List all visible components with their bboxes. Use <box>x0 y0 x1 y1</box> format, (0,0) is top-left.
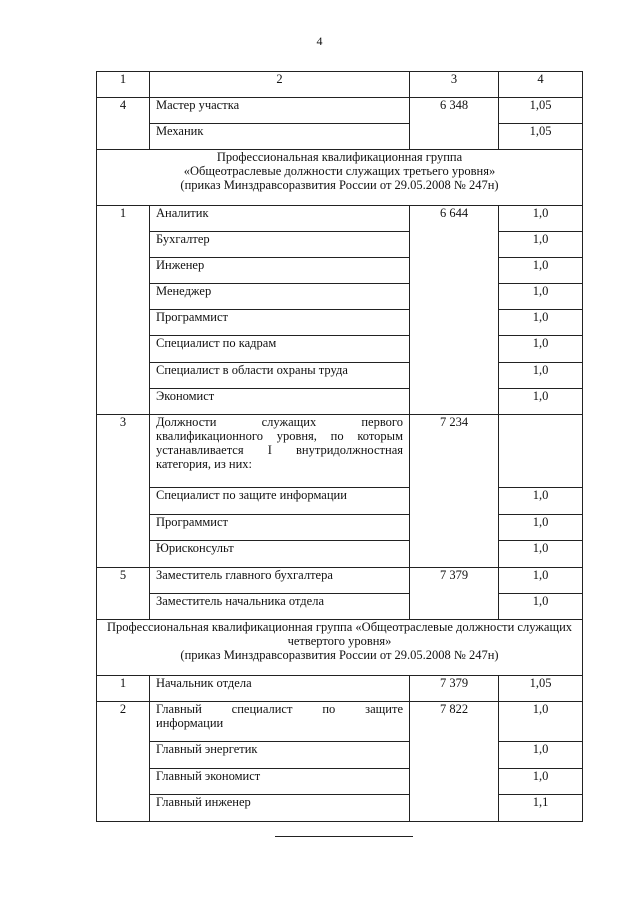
row-number: 2 <box>97 702 150 822</box>
coefficient-value: 1,0 <box>499 206 583 232</box>
row-number: 3 <box>97 415 150 568</box>
position-name: Специалист по защите информации <box>150 488 410 515</box>
table-row <box>97 98 583 124</box>
table-row <box>97 769 583 795</box>
salary-table <box>96 71 583 822</box>
row-number: 5 <box>97 568 150 620</box>
position-name: Юрисконсульт <box>150 541 410 568</box>
coefficient-value: 1,0 <box>499 336 583 363</box>
coefficient-value: 1,0 <box>499 742 583 769</box>
group-order-reference: (приказ Минздравсоразвития России от 29.05.2008 № 247н) <box>180 178 499 192</box>
row-number: 1 <box>97 676 150 702</box>
category-description-end: категория, из них: <box>156 457 252 471</box>
position-name: Начальник отдела <box>150 676 410 702</box>
position-name: Специалист по кадрам <box>150 336 410 363</box>
table-row <box>97 232 583 258</box>
table-row <box>97 795 583 822</box>
table-row <box>97 336 583 363</box>
coefficient-value: 1,0 <box>499 363 583 389</box>
position-name: Главный экономист <box>150 769 410 795</box>
position-name-part: информации <box>156 716 224 730</box>
coefficient-empty <box>499 415 583 488</box>
position-name: Менеджер <box>150 284 410 310</box>
table-row <box>97 363 583 389</box>
table-row <box>97 310 583 336</box>
position-name: Программист <box>150 515 410 541</box>
coefficient-value: 1,0 <box>499 594 583 620</box>
table-row <box>97 389 583 415</box>
salary-value: 7 379 <box>410 676 499 702</box>
salary-value: 7 822 <box>410 702 499 822</box>
group-title-line-1: Профессиональная квалификационная группа «Общеотраслевые должности служащих <box>106 620 573 634</box>
coefficient-value: 1,0 <box>499 488 583 515</box>
position-name: Главный инженер <box>150 795 410 822</box>
table-row <box>97 568 583 594</box>
position-name-multiline <box>150 702 410 742</box>
group-header-fourth-level <box>97 620 583 676</box>
table-row <box>97 541 583 568</box>
salary-value: 7 234 <box>410 415 499 568</box>
group-title-line-1: Профессиональная квалификационная группа <box>216 150 463 164</box>
salary-value: 6 348 <box>410 98 499 150</box>
header-col-3: 3 <box>410 72 499 98</box>
coefficient-value: 1,0 <box>499 541 583 568</box>
position-name-part: Главный специалист по защите <box>156 702 403 716</box>
table-row <box>97 206 583 232</box>
group-title-line-2: четвертого уровня» <box>287 634 392 648</box>
coefficient-value: 1,0 <box>499 389 583 415</box>
coefficient-value: 1,0 <box>499 702 583 742</box>
coefficient-value: 1,05 <box>499 676 583 702</box>
position-name: Аналитик <box>150 206 410 232</box>
position-name: Главный энергетик <box>150 742 410 769</box>
position-name: Экономист <box>150 389 410 415</box>
header-row <box>97 72 583 98</box>
position-name: Заместитель главного бухгалтера <box>150 568 410 594</box>
page-number: 4 <box>316 34 323 48</box>
coefficient-value: 1,0 <box>499 515 583 541</box>
header-col-2: 2 <box>150 72 410 98</box>
position-name: Заместитель начальника отдела <box>150 594 410 620</box>
position-name: Бухгалтер <box>150 232 410 258</box>
header-col-4: 4 <box>499 72 583 98</box>
position-category-description <box>150 415 410 488</box>
table-row <box>97 284 583 310</box>
table-row <box>97 124 583 150</box>
coefficient-value: 1,1 <box>499 795 583 822</box>
coefficient-value: 1,0 <box>499 284 583 310</box>
position-name: Инженер <box>150 258 410 284</box>
salary-value: 7 379 <box>410 568 499 620</box>
group-header-third-level <box>97 150 583 206</box>
table-row <box>97 702 583 742</box>
position-name: Специалист в области охраны труда <box>150 363 410 389</box>
group-title-line-2: «Общеотраслевые должности служащих третьего уровня» <box>183 164 496 178</box>
header-col-1: 1 <box>97 72 150 98</box>
position-name: Мастер участка <box>150 98 410 124</box>
category-description-text: Должности служащих первого квалификационного уровня, по которым устанавливается I внутридолжностная <box>156 415 403 457</box>
table-row <box>97 415 583 488</box>
row-number: 1 <box>97 206 150 415</box>
coefficient-value: 1,05 <box>499 98 583 124</box>
table-row <box>97 488 583 515</box>
table-row <box>97 515 583 541</box>
row-number: 4 <box>97 98 150 150</box>
table-row <box>97 676 583 702</box>
coefficient-value: 1,0 <box>499 568 583 594</box>
coefficient-value: 1,0 <box>499 258 583 284</box>
group-header-row <box>97 150 583 206</box>
coefficient-value: 1,0 <box>499 310 583 336</box>
position-name: Программист <box>150 310 410 336</box>
table-row <box>97 258 583 284</box>
coefficient-value: 1,0 <box>499 769 583 795</box>
position-name: Механик <box>150 124 410 150</box>
coefficient-value: 1,0 <box>499 232 583 258</box>
coefficient-value: 1,05 <box>499 124 583 150</box>
group-header-row <box>97 620 583 676</box>
table-row <box>97 594 583 620</box>
group-order-reference: (приказ Минздравсоразвития России от 29.05.2008 № 247н) <box>180 648 499 662</box>
salary-value: 6 644 <box>410 206 499 415</box>
table-row <box>97 742 583 769</box>
footer-divider <box>275 836 413 837</box>
